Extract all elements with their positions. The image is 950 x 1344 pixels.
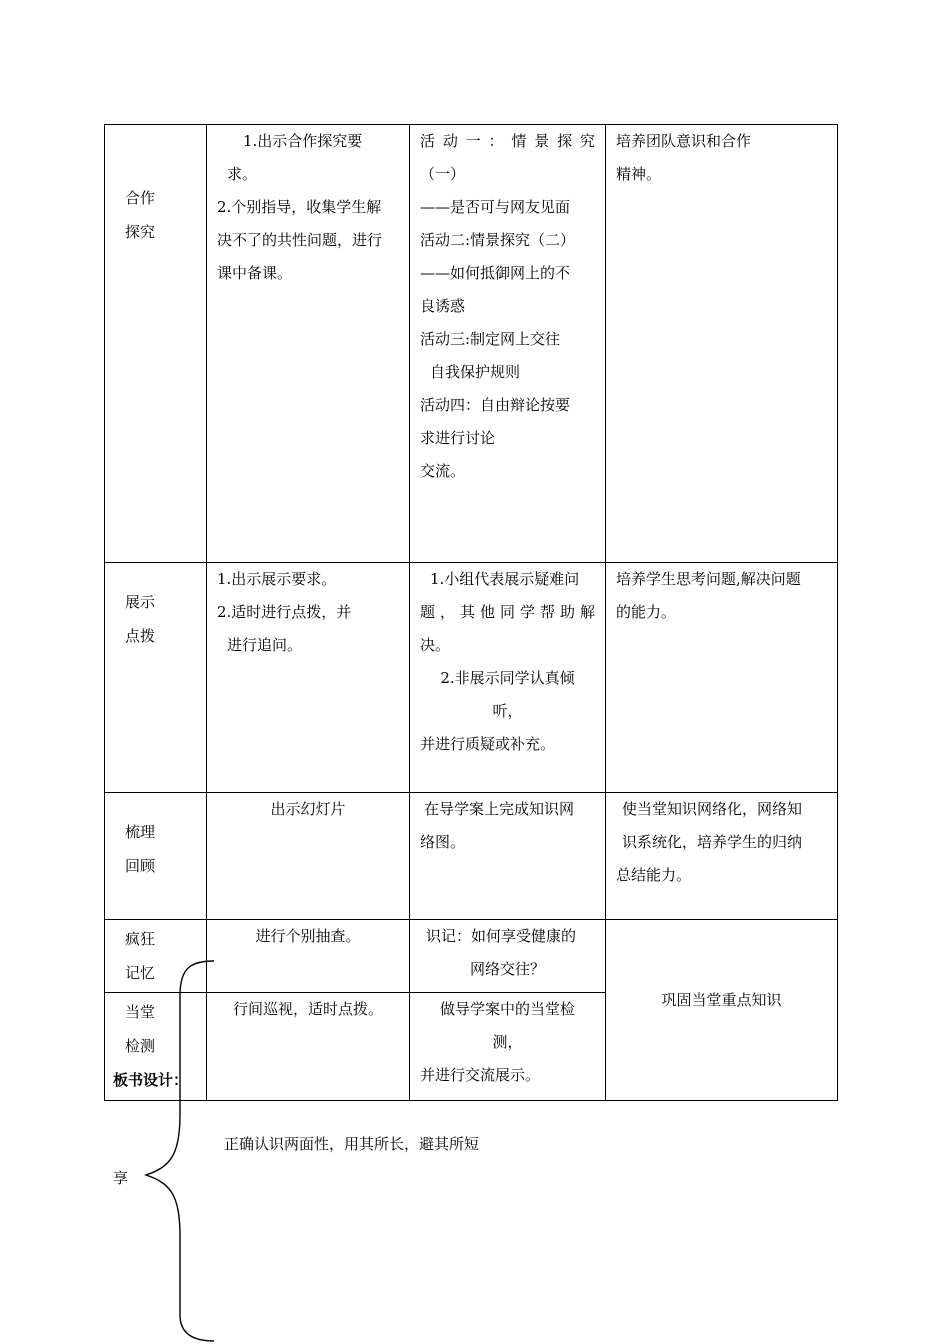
table-row	[105, 563, 838, 793]
stage-label: 检测	[125, 1037, 156, 1055]
board-design-line: 正确认识两面性，用其所长，避其所短	[224, 1135, 480, 1153]
stage-label: 回顾	[125, 857, 156, 875]
text-line: 活动一：情景探究	[420, 132, 595, 150]
design-intent-cell	[606, 563, 838, 793]
text-line: 自我保护规则	[430, 363, 521, 381]
stage-cell	[105, 125, 207, 563]
text-line: 在导学案上完成知识网	[424, 800, 575, 818]
text-line: 行间巡视，适时点拨。	[232, 1000, 383, 1018]
text-line: 识系统化，培养学生的归纳	[622, 833, 803, 851]
text-line: 出示幻灯片	[270, 800, 346, 818]
text-line: 良诱惑	[420, 297, 466, 315]
text-line: （一）	[420, 165, 466, 183]
text-line: 课中备课。	[217, 264, 293, 282]
text-line: 并进行质疑或补充。	[420, 735, 556, 753]
stage-label: 梳理	[125, 823, 156, 841]
text-line: 使当堂知识网络化，网络知	[622, 800, 803, 818]
text-line: 进行个别抽查。	[255, 927, 361, 945]
design-intent-cell	[606, 920, 838, 1101]
student-activity-cell	[410, 793, 606, 920]
text-line: 活动四：自由辩论按要	[420, 396, 571, 414]
text-line: 求进行讨论	[420, 429, 496, 447]
stage-label: 展示	[125, 593, 156, 611]
text-line: 活动三:制定网上交往	[420, 330, 561, 348]
text-line: 络图。	[420, 833, 466, 851]
stage-cell	[105, 563, 207, 793]
teacher-activity-cell	[207, 920, 410, 993]
teacher-activity-cell	[207, 563, 410, 793]
text-line: 决。	[420, 636, 451, 654]
design-intent-cell	[606, 125, 838, 563]
stage-label: 记忆	[125, 964, 156, 982]
table-row	[105, 793, 838, 920]
text-line: 题，其他同学帮助解	[420, 603, 595, 621]
board-side-character: 享	[113, 1169, 129, 1187]
text-line: 2.个别指导，收集学生解	[217, 198, 382, 216]
stage-cell	[105, 793, 207, 920]
text-line: 进行追问。	[227, 636, 303, 654]
text-line: 听，	[492, 702, 523, 720]
text-line: 的能力。	[616, 603, 677, 621]
stage-label: 疯狂	[125, 930, 156, 948]
board-design-title: 板书设计：	[113, 1071, 189, 1089]
student-activity-cell	[410, 993, 606, 1101]
text-line: 1.出示合作探究要	[243, 132, 363, 150]
text-line: 1.出示展示要求。	[217, 570, 337, 588]
table-row	[105, 125, 838, 563]
text-line: 做导学案中的当堂检	[439, 1000, 575, 1018]
teacher-activity-cell	[207, 125, 410, 563]
text-line: 培养学生思考问题,解决问题	[616, 570, 801, 588]
text-line: 并进行交流展示。	[420, 1066, 541, 1084]
text-line: 求。	[227, 165, 258, 183]
text-line: 培养团队意识和合作	[616, 132, 752, 150]
text-line: 精神。	[616, 165, 662, 183]
student-activity-cell	[410, 563, 606, 793]
text-line: 活动二:情景探究（二）	[420, 231, 576, 249]
text-line: 总结能力。	[616, 866, 692, 884]
text-line: 2.适时进行点拨，并	[217, 603, 352, 621]
text-line: 测，	[492, 1033, 523, 1051]
design-intent-cell	[606, 793, 838, 920]
text-line: 网络交往？	[469, 960, 545, 978]
text-line: 交流。	[420, 462, 466, 480]
text-line: 巩固当堂重点知识	[661, 990, 782, 1009]
text-line: ——如何抵御网上的不	[420, 264, 571, 282]
text-line: 1.小组代表展示疑难问	[430, 570, 580, 588]
text-line: 决不了的共性问题，进行	[217, 231, 383, 249]
curly-brace-graphic	[140, 955, 220, 1344]
student-activity-cell	[410, 125, 606, 563]
text-line: 识记：如何享受健康的	[426, 927, 577, 945]
text-line: ——是否可与网友见面	[420, 198, 571, 216]
text-line: 2.非展示同学认真倾	[440, 669, 575, 687]
teacher-activity-cell	[207, 793, 410, 920]
stage-label: 当堂	[125, 1003, 156, 1021]
stage-label: 点拨	[125, 627, 156, 645]
stage-label: 探究	[125, 223, 156, 241]
stage-label: 合作	[125, 189, 156, 207]
teacher-activity-cell	[207, 993, 410, 1101]
student-activity-cell	[410, 920, 606, 993]
